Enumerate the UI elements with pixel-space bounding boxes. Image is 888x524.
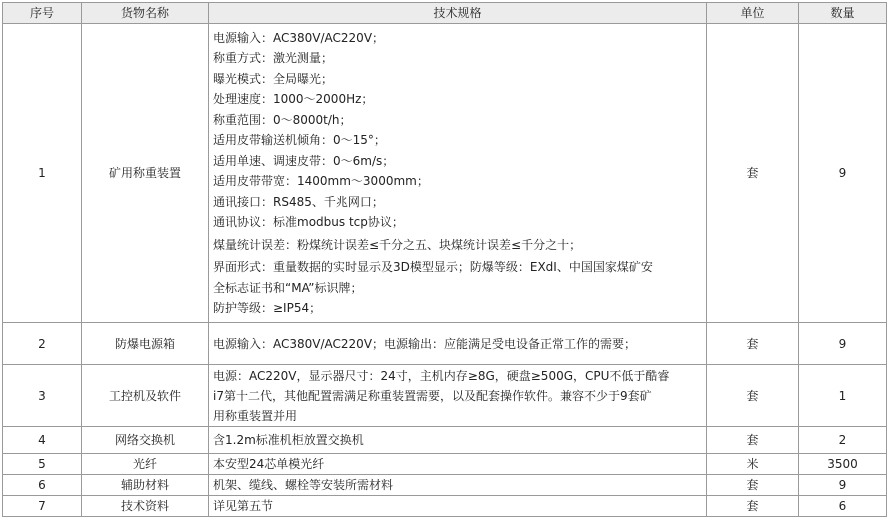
row-unit: 套 xyxy=(707,323,799,365)
row-spec xyxy=(209,427,707,454)
row-qty: 2 xyxy=(799,427,887,454)
spec-line: 煤量统计误差：粉煤统计误差≤千分之五、块煤统计误差≤千分之十； xyxy=(213,237,582,252)
spec-line: 适用皮带输送机倾角：0～15°； xyxy=(213,133,386,147)
row-unit: 套 xyxy=(707,496,799,517)
specification-table xyxy=(2,2,887,517)
row-name: 辅助材料 xyxy=(82,475,209,496)
row-unit: 米 xyxy=(707,454,799,475)
row-spec xyxy=(209,323,707,365)
spec-line: 适用皮带带宽：1400mm～3000mm； xyxy=(213,174,429,188)
table-row xyxy=(3,323,887,365)
row-qty: 9 xyxy=(799,475,887,496)
row-qty: 3500 xyxy=(799,454,887,475)
header-row xyxy=(3,3,887,24)
row-seq: 5 xyxy=(3,454,82,475)
spec-line: 用称重装置并用 xyxy=(213,408,298,423)
table-row xyxy=(3,365,887,427)
row-unit: 套 xyxy=(707,475,799,496)
spec-line: 详见第五节 xyxy=(213,499,274,513)
spec-line: 通讯协议：标准modbus tcp协议； xyxy=(213,215,404,229)
spec-line: 处理速度：1000～2000Hz； xyxy=(213,92,374,106)
row-name: 光纤 xyxy=(82,454,209,475)
spec-line: i7第十二代，其他配置需满足称重装置需要，以及配套操作软件。兼容不少于9套矿 xyxy=(213,388,652,403)
row-spec xyxy=(209,454,707,475)
row-unit: 套 xyxy=(707,427,799,454)
row-seq: 1 xyxy=(3,24,82,323)
spec-line: 本安型24芯单模光纤 xyxy=(213,457,325,471)
spec-line: 称重方式：激光测量； xyxy=(213,51,334,65)
row-name: 矿用称重装置 xyxy=(82,24,209,323)
row-qty: 9 xyxy=(799,24,887,323)
row-spec xyxy=(209,496,707,517)
spec-line: 电源输入：AC380V/AC220V；电源输出：应能满足受电设备正常工作的需要； xyxy=(213,336,637,351)
table-row xyxy=(3,427,887,454)
row-unit: 套 xyxy=(707,365,799,427)
table-row xyxy=(3,24,887,323)
spec-line: 全标志证书和“MA”标识牌； xyxy=(213,280,363,295)
spec-line: 电源输入：AC380V/AC220V； xyxy=(213,30,385,45)
header-spec: 技术规格 xyxy=(209,3,707,24)
row-seq: 7 xyxy=(3,496,82,517)
header-name: 货物名称 xyxy=(82,3,209,24)
spec-line: 界面形式：重量数据的实时显示及3D模型显示；防爆等级：EXdⅠ、中国国家煤矿安 xyxy=(213,260,653,274)
row-name: 网络交换机 xyxy=(82,427,209,454)
header-unit: 单位 xyxy=(707,3,799,24)
header-qty: 数量 xyxy=(799,3,887,24)
row-spec xyxy=(209,24,707,323)
row-qty: 1 xyxy=(799,365,887,427)
table-row xyxy=(3,454,887,475)
table-row xyxy=(3,496,887,517)
row-spec xyxy=(209,365,707,427)
row-unit: 套 xyxy=(707,24,799,323)
row-name: 技术资料 xyxy=(82,496,209,517)
row-seq: 4 xyxy=(3,427,82,454)
row-seq: 6 xyxy=(3,475,82,496)
spec-line: 防护等级：≥IP54； xyxy=(213,301,322,315)
spec-line: 含1.2m标准机柜放置交换机 xyxy=(213,433,364,447)
spec-line: 通讯接口：RS485、千兆网口； xyxy=(213,194,384,209)
spec-line: 称重范围：0～8000t/h； xyxy=(213,112,352,127)
row-name: 工控机及软件 xyxy=(82,365,209,427)
row-qty: 9 xyxy=(799,323,887,365)
row-seq: 3 xyxy=(3,365,82,427)
row-qty: 6 xyxy=(799,496,887,517)
spec-line: 曝光模式：全局曝光； xyxy=(213,71,334,86)
row-seq: 2 xyxy=(3,323,82,365)
table-row xyxy=(3,475,887,496)
header-seq: 序号 xyxy=(3,3,82,24)
spec-line: 电源：AC220V，显示器尺寸：24寸，主机内存≥8G，硬盘≥500G，CPU不低于酷睿 xyxy=(213,368,670,383)
row-spec xyxy=(209,475,707,496)
row-name: 防爆电源箱 xyxy=(82,323,209,365)
spec-line: 适用单速、调速皮带：0～6m/s； xyxy=(213,153,395,168)
spec-line: 机架、缆线、螺栓等安装所需材料 xyxy=(213,478,394,492)
